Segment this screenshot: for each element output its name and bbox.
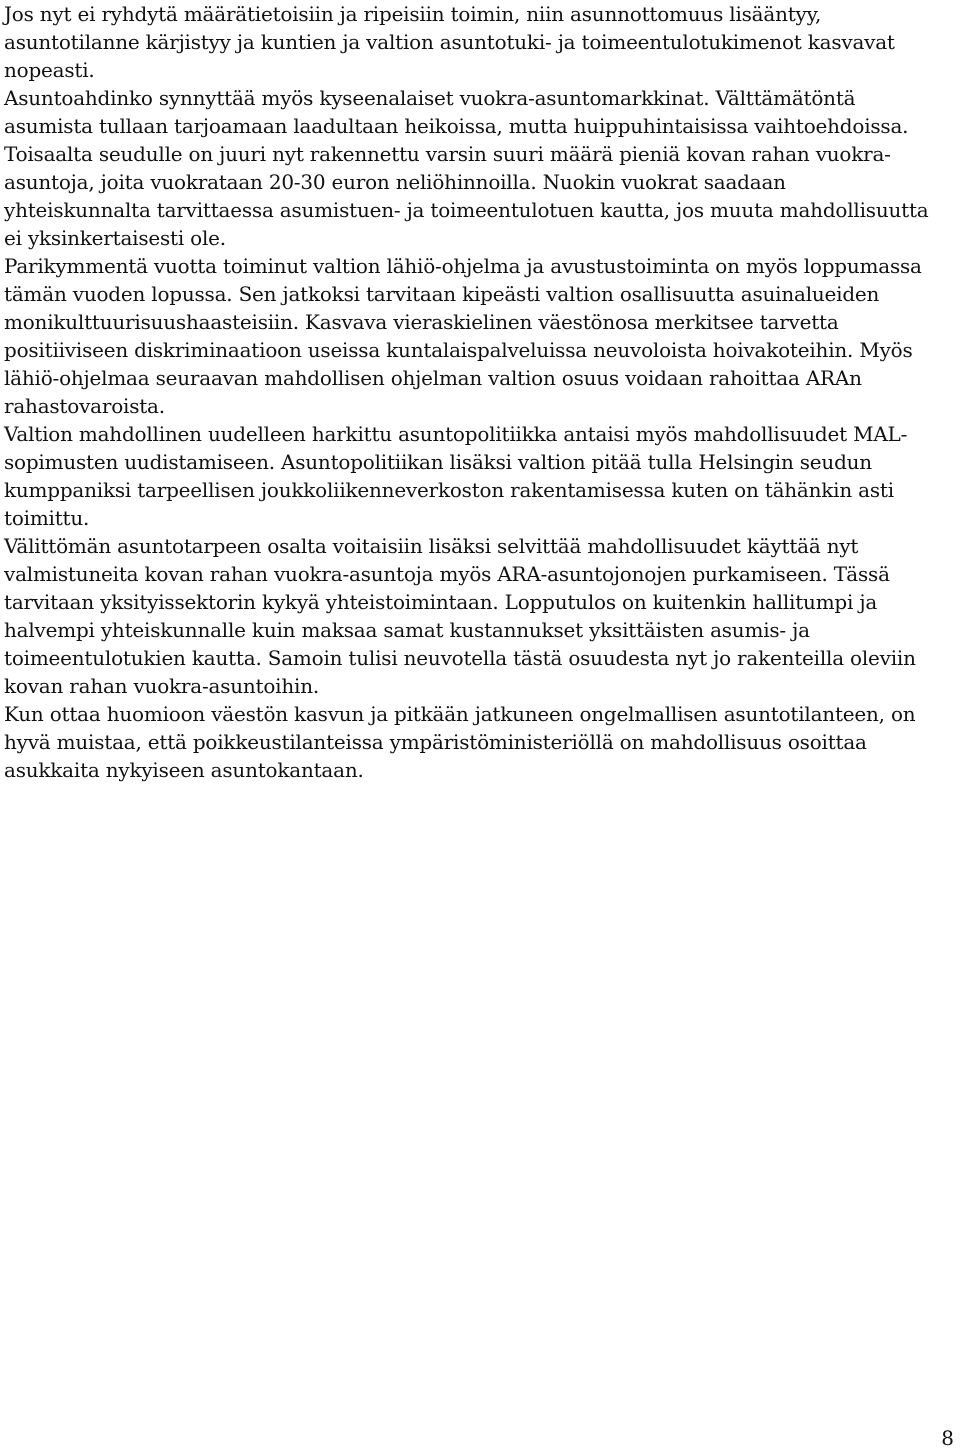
document-body bbox=[4, 0, 956, 784]
text-line: kumppaniksi tarpeellisen joukkoliikenneverkoston rakentamisessa kuten on tähänkin asti bbox=[4, 478, 894, 502]
page-number: 8 bbox=[941, 1426, 954, 1450]
text-line: Jos nyt ei ryhdytä määrätietoisiin ja ripeisiin toimin, niin asunnottomuus lisääntyy, bbox=[4, 2, 822, 26]
text-line: positiiviseen diskriminaatioon useissa kuntalaispalveluissa neuvoloista hoivakoteihin. Myös bbox=[4, 338, 913, 362]
text-line: Välittömän asuntotarpeen osalta voitaisiin lisäksi selvittää mahdollisuudet käyttää nyt bbox=[4, 534, 859, 558]
text-line: tämän vuoden lopussa. Sen jatkoksi tarvitaan kipeästi valtion osallisuutta asuinalueiden bbox=[4, 282, 880, 306]
text-line: tarvitaan yksityissektorin kykyä yhteistoimintaan. Lopputulos on kuitenkin hallitumpi ja bbox=[4, 590, 878, 614]
text-line: rahastovaroista. bbox=[4, 394, 165, 418]
text-line: sopimusten uudistamiseen. Asuntopolitiikan lisäksi valtion pitää tulla Helsingin seudun bbox=[4, 450, 872, 474]
text-line: valmistuneita kovan rahan vuokra-asuntoja myös ARA-asuntojonojen purkamiseen. Tässä bbox=[4, 562, 890, 586]
text-line: asuntoja, joita vuokrataan 20-30 euron neliöhinnoilla. Nuokin vuokrat saadaan bbox=[4, 170, 786, 194]
text-line: nopeasti. bbox=[4, 58, 95, 82]
text-line: halvempi yhteiskunnalle kuin maksaa samat kustannukset yksittäisten asumis- ja bbox=[4, 618, 810, 642]
text-line: asukkaita nykyiseen asuntokantaan. bbox=[4, 758, 364, 782]
text-line: asuntotilanne kärjistyy ja kuntien ja valtion asuntotuki- ja toimeentulotukimenot kasvavat bbox=[4, 30, 895, 54]
text-line: toimeentulotukien kautta. Samoin tulisi neuvotella tästä osuudesta nyt jo rakenteilla oleviin bbox=[4, 646, 916, 670]
text-line: asumista tullaan tarjoamaan laadultaan heikoissa, mutta huippuhintaisissa vaihtoehdoissa. bbox=[4, 114, 909, 138]
text-line: yhteiskunnalta tarvittaessa asumistuen- ja toimeentulotuen kautta, jos muuta mahdollisuutta bbox=[4, 198, 929, 222]
text-line: Kun ottaa huomioon väestön kasvun ja pitkään jatkuneen ongelmallisen asuntotilanteen, on bbox=[4, 702, 916, 726]
text-line: kovan rahan vuokra-asuntoihin. bbox=[4, 674, 320, 698]
text-line: monikulttuurisuushaasteisiin. Kasvava vieraskielinen väestönosa merkitsee tarvetta bbox=[4, 310, 839, 334]
text-line: lähiö-ohjelmaa seuraavan mahdollisen ohjelman valtion osuus voidaan rahoittaa ARAn bbox=[4, 366, 862, 390]
text-line: Toisaalta seudulle on juuri nyt rakennettu varsin suuri määrä pieniä kovan rahan vuokra- bbox=[4, 142, 891, 166]
text-line: Parikymmentä vuotta toiminut valtion lähiö-ohjelma ja avustustoiminta on myös loppumassa bbox=[4, 254, 922, 278]
text-line: hyvä muistaa, että poikkeustilanteissa ympäristöministeriöllä on mahdollisuus osoittaa bbox=[4, 730, 867, 754]
text-line: Valtion mahdollinen uudelleen harkittu asuntopolitiikka antaisi myös mahdollisuudet MAL- bbox=[4, 422, 908, 446]
text-line: toimittu. bbox=[4, 506, 90, 530]
text-line: ei yksinkertaisesti ole. bbox=[4, 226, 226, 250]
text-line: Asuntoahdinko synnyttää myös kyseenalaiset vuokra-asuntomarkkinat. Välttämätöntä bbox=[4, 86, 856, 110]
